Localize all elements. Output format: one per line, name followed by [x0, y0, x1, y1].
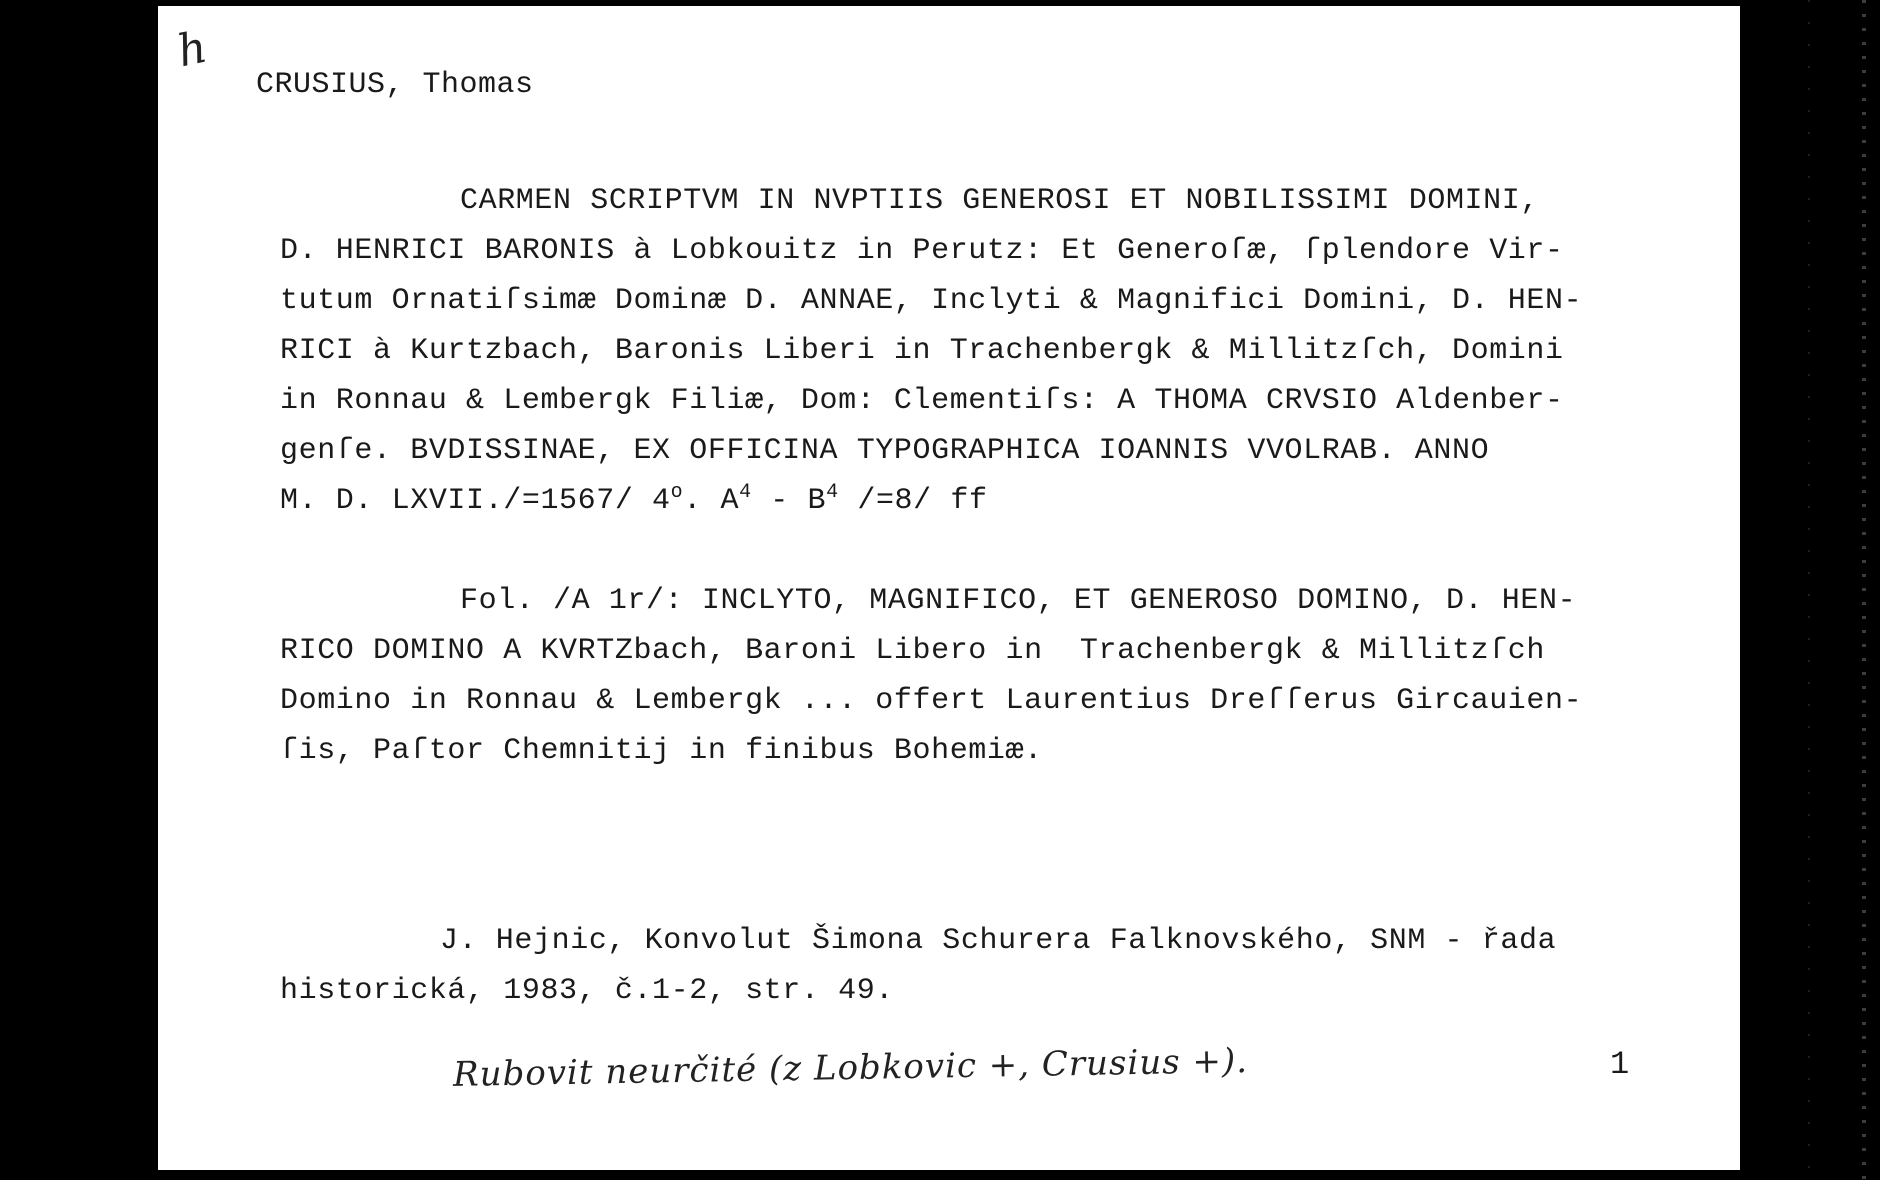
handwritten-corner-mark: h	[173, 21, 212, 78]
description-line: genſe. BVDISSINAE, EX OFFICINA TYPOGRAPHICA IOANNIS VVOLRAB. ANNO	[280, 434, 1490, 468]
description-line: D. HENRICI BARONIS à Lobkouitz in Perutz: Et Generoſæ, ſplendore Vir-	[280, 234, 1564, 268]
folio-line: Fol. /A 1r/: INCLYTO, MAGNIFICO, ET GENEROSO DOMINO, D. HEN-	[460, 584, 1577, 618]
description-line: tutum Ornatiſsimæ Dominæ D. ANNAE, Inclyti & Magnifici Domini, D. HEN-	[280, 284, 1583, 318]
title-description	[280, 176, 1640, 526]
folio-note	[280, 576, 1640, 776]
folio-line: Domino in Ronnau & Lembergk ... offert Laurentius Dreſſerus Gircauien-	[280, 684, 1583, 718]
folio-line: RICO DOMINO A KVRTZbach, Baroni Libero in Trachenbergk & Millitzſch	[280, 634, 1545, 668]
signature-start: . A	[683, 484, 740, 518]
folio-line: ſis, Paſtor Chemnitij in finibus Bohemiæ.	[280, 734, 1043, 768]
author-heading: CRUSIUS, Thomas	[256, 68, 534, 102]
reference-line: historická, 1983, č.1-2, str. 49.	[280, 974, 894, 1008]
scan-edge-perforation	[1862, 0, 1866, 1180]
description-line: RICI à Kurtzbach, Baronis Liberi in Trachenbergk & Millitzſch, Domini	[280, 334, 1564, 368]
collation-suffix: /=8/ ff	[838, 484, 988, 518]
description-line: CARMEN SCRIPTVM IN NVPTIIS GENEROSI ET NOBILISSIMI DOMINI,	[460, 184, 1539, 218]
signature-end-superscript: 4	[826, 481, 839, 504]
description-line: in Ronnau & Lembergk Filiæ, Dom: Clementiſs: A THOMA CRVSIO Aldenber-	[280, 384, 1564, 418]
catalog-card	[158, 6, 1740, 1170]
bibliographic-reference	[280, 916, 1640, 1016]
card-number: 1	[1610, 1046, 1630, 1083]
collation-line	[280, 476, 1640, 526]
signature-mid: - B	[751, 484, 827, 518]
reference-line: J. Hejnic, Konvolut Šimona Schurera Falknovského, SNM - řada	[440, 924, 1557, 958]
collation-prefix: M. D. LXVII./=1567/ 4	[280, 484, 671, 518]
handwritten-note: Rubovit neurčité (z Lobkovic +, Crusius +).	[452, 1041, 1249, 1095]
signature-start-superscript: 4	[739, 481, 752, 504]
format-superscript: o	[670, 481, 684, 504]
scan-edge-marks	[1808, 0, 1810, 1180]
